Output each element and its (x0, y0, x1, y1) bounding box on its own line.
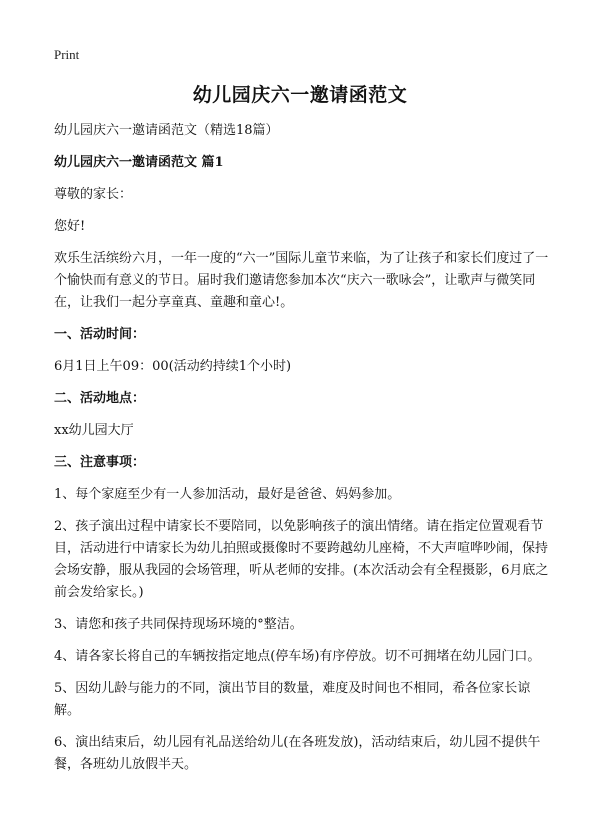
notes-heading: 三、注意事项： (54, 455, 146, 470)
note-item: 5、因幼儿龄与能力的不同，演出节目的数量，难度及时间也不相同，希各位家长谅解。 (54, 681, 531, 718)
time-heading: 一、活动时间： (54, 327, 146, 342)
document-title: 幼儿园庆六一邀请函范文 (192, 84, 408, 106)
intro-paragraph: 欢乐生活缤纷六月，一年一度的“六一”国际儿童节来临，为了让孩子和家长们度过了一个愉快而有意义的节日。届时我们邀请您参加本次“庆六一歌咏会”，让歌声与微笑同在，让我们一起分享童真、童趣和童心!。 (54, 251, 549, 310)
note-item: 1、每个家庭至少有一人参加活动，最好是爸爸、妈妈参加。 (54, 487, 401, 502)
time-value: 6月1日上午09：00(活动约持续1个小时) (54, 359, 292, 374)
greeting: 尊敬的家长： (54, 187, 133, 202)
document-subtitle: 幼儿园庆六一邀请函范文（精选18篇） (54, 123, 279, 138)
note-item: 2、孩子演出过程中请家长不要陪同，以免影响孩子的演出情绪。请在指定位置观看节目，活动进行中请家长为幼儿拍照或摄像时不要跨越幼儿座椅，不大声喧哗吵闹，保持会场安静，服从我园的会场管理，听从老师的安排。(本次活动会有全程摄影，6月底之前会发给家长。) (54, 519, 549, 600)
note-item: 4、请各家长将自己的车辆按指定地点(停车场)有序停放。切不可拥堵在幼儿园门口。 (54, 649, 541, 664)
document-body (54, 120, 554, 786)
section-title: 幼儿园庆六一邀请函范文 篇1 (54, 155, 224, 170)
place-value: xx幼儿园大厅 (54, 423, 134, 438)
hello: 您好! (54, 219, 86, 234)
note-item: 6、演出结束后，幼儿园有礼品送给幼儿(在各班发放)，活动结束后，幼儿园不提供午餐，各班幼儿放假半天。 (54, 735, 541, 772)
note-item: 3、请您和孩子共同保持现场环境的°整洁。 (54, 617, 303, 632)
place-heading: 二、活动地点： (54, 391, 146, 406)
print-label[interactable]: Print (54, 47, 80, 62)
